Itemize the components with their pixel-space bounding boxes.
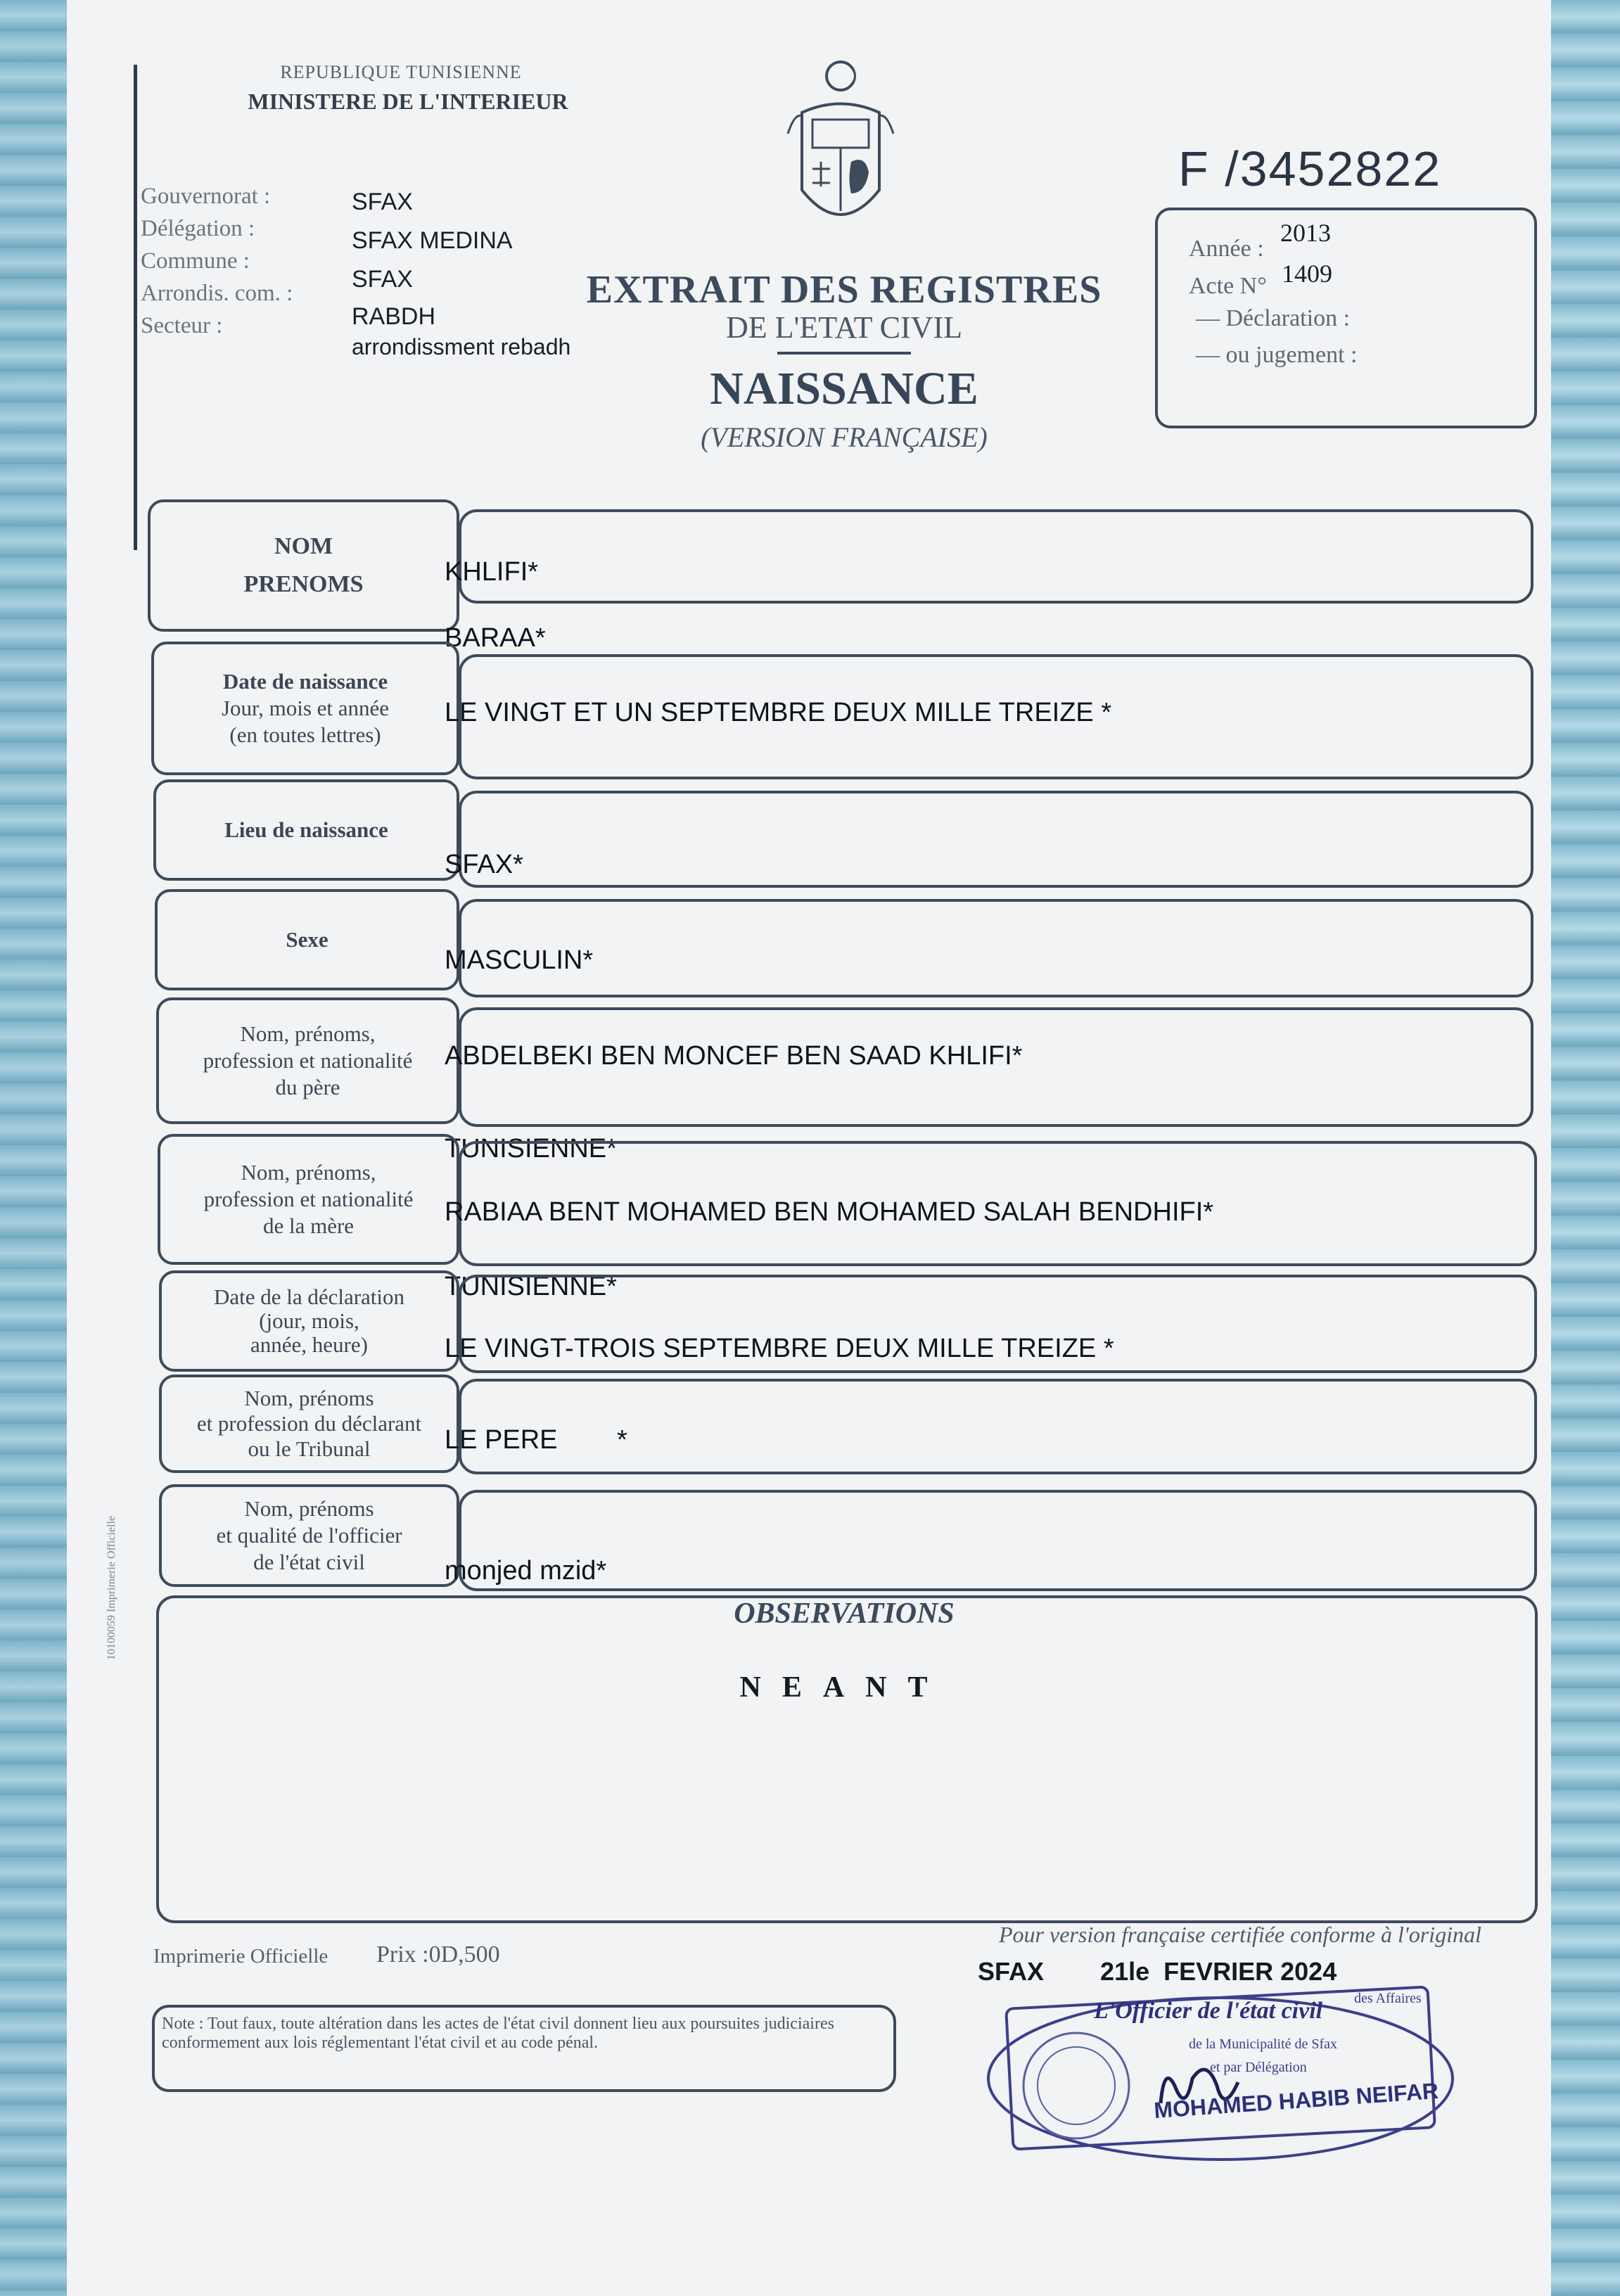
officier-field bbox=[459, 1490, 1537, 1591]
stamp-corner-text: des Affaires bbox=[1354, 1991, 1422, 2006]
declarant-value: LE PERE * bbox=[445, 1425, 627, 1455]
pere-label bbox=[156, 997, 459, 1124]
label-commune: Commune : bbox=[141, 248, 250, 274]
lieu-naissance-field bbox=[459, 791, 1533, 888]
label-arrondissement: Arrondis. com. : bbox=[141, 281, 293, 306]
observations-title: OBSERVATIONS bbox=[734, 1597, 955, 1630]
date-naissance-value: LE VINGT ET UN SEPTEMBRE DEUX MILLE TREIZE * bbox=[445, 698, 1112, 727]
mere-value: RABIAA BENT MOHAMED BEN MOHAMED SALAH BENDHIFI* bbox=[445, 1197, 1214, 1227]
admin-labels bbox=[141, 180, 293, 342]
decl-label-line1: Date de la déclaration bbox=[213, 1284, 405, 1309]
stamp-line1: de la Municipalité de Sfax bbox=[1189, 2036, 1338, 2052]
decl-label-line3: année, heure) bbox=[250, 1332, 368, 1357]
note-text: Note : Tout faux, toute altération dans les actes de l'état civil donnent lieu aux poursuites judiciaires conformement aux lois réglementant l'état civil et au code pénal. bbox=[162, 2015, 834, 2052]
annee-value: 2013 bbox=[1280, 219, 1331, 247]
date-naissance-label bbox=[151, 642, 459, 775]
nom-prenoms-label bbox=[148, 499, 459, 632]
value-commune: SFAX bbox=[352, 266, 413, 293]
document-subtitle: DE L'ETAT CIVIL bbox=[726, 310, 962, 345]
declarant-label-line1: Nom, prénoms bbox=[244, 1386, 374, 1410]
date-naissance-title: Date de naissance bbox=[222, 669, 388, 694]
imprimerie-label: Imprimerie Officielle bbox=[153, 1945, 329, 1967]
acte-label: Acte N° bbox=[1189, 273, 1267, 299]
declarant-label-line2: et profession du déclarant bbox=[196, 1411, 422, 1436]
jugement-label: — ou jugement : bbox=[1196, 342, 1358, 368]
sexe-value: MASCULIN* bbox=[445, 945, 594, 975]
sexe-label: Sexe bbox=[155, 889, 459, 990]
republic-heading: REPUBLIQUE TUNISIENNE bbox=[280, 62, 522, 82]
nom-value: KHLIFI* bbox=[445, 557, 539, 587]
lieu-date-text: SFAX 21le FEVRIER 2024 bbox=[978, 1957, 1337, 1986]
pere-value: ABDELBEKI BEN MONCEF BEN SAAD KHLIFI* bbox=[445, 1041, 1023, 1071]
officier-label bbox=[159, 1484, 459, 1587]
nom-prenoms-field bbox=[459, 509, 1533, 604]
document-type: NAISSANCE bbox=[710, 363, 978, 414]
value-secteur: arrondissment rebadh bbox=[352, 334, 571, 359]
officier-label-line3: de l'état civil bbox=[253, 1550, 365, 1574]
label-secteur: Secteur : bbox=[141, 313, 223, 338]
prenoms-label: PRENOMS bbox=[243, 571, 364, 597]
prix-label: Prix :0D,500 bbox=[376, 1941, 500, 1967]
prenoms-value: BARAA* bbox=[445, 623, 546, 653]
date-naissance-sub2: (en toutes lettres) bbox=[229, 722, 381, 747]
header-vertical-rule bbox=[134, 65, 137, 550]
mere-label-line2: profession et nationalité bbox=[203, 1187, 414, 1211]
declarant-label bbox=[159, 1375, 459, 1473]
admin-values bbox=[352, 183, 570, 359]
declarant-label-line3: ou le Tribunal bbox=[248, 1436, 371, 1461]
nom-label: NOM bbox=[274, 533, 333, 559]
decl-label-line2: (jour, mois, bbox=[259, 1308, 359, 1333]
serial-number: F /3452822 bbox=[1178, 141, 1442, 196]
stamp-name: MOHAMED HABIB NEIFAR bbox=[1153, 2077, 1440, 2124]
value-delegation: SFAX MEDINA bbox=[352, 227, 513, 254]
side-print-text: 10100059 Imprimerie Officielle bbox=[106, 1516, 117, 1660]
declaration-date-value: LE VINGT-TROIS SEPTEMBRE DEUX MILLE TREIZE * bbox=[445, 1334, 1114, 1363]
mere-label-line3: de la mère bbox=[262, 1213, 355, 1238]
mere-nationalite-value: TUNISIENNE* bbox=[445, 1272, 617, 1301]
acte-value: 1409 bbox=[1282, 260, 1332, 288]
officier-label-line2: et qualité de l'officier bbox=[216, 1523, 402, 1548]
value-gouvernorat: SFAX bbox=[352, 189, 413, 215]
label-delegation: Délégation : bbox=[141, 216, 255, 241]
certification-text: Pour version française certifiée conforme à l'original bbox=[999, 1922, 1481, 1947]
lieu-naissance-value: SFAX* bbox=[445, 850, 523, 879]
pere-label-line3: du père bbox=[275, 1075, 340, 1099]
lieu-naissance-label: Lieu de naissance bbox=[153, 779, 459, 881]
pere-label-line1: Nom, prénoms, bbox=[240, 1021, 376, 1046]
declaration-label: — Déclaration : bbox=[1196, 305, 1351, 331]
observations-box bbox=[156, 1595, 1538, 1923]
declaration-date-label bbox=[159, 1270, 459, 1372]
observations-text: NEANT bbox=[739, 1671, 949, 1704]
date-naissance-sub: Jour, mois et année bbox=[221, 696, 390, 720]
officier-value: monjed mzid* bbox=[445, 1556, 607, 1586]
ministry-heading: MINISTERE DE L'INTERIEUR bbox=[248, 89, 568, 114]
officier-label-line1: Nom, prénoms bbox=[244, 1496, 374, 1521]
document-title: EXTRAIT DES REGISTRES bbox=[586, 268, 1102, 312]
sexe-field bbox=[459, 899, 1533, 997]
coat-of-arms-icon bbox=[781, 56, 900, 253]
annee-label: Année : bbox=[1189, 236, 1264, 262]
pere-nationalite-value: TUNISIENNE* bbox=[445, 1134, 617, 1163]
stamp-line2: et par Délégation bbox=[1210, 2060, 1307, 2075]
decorative-border-right bbox=[1543, 0, 1620, 2296]
mere-label-line1: Nom, prénoms, bbox=[241, 1160, 376, 1185]
label-gouvernorat: Gouvernorat : bbox=[141, 184, 271, 209]
pere-label-line2: profession et nationalité bbox=[203, 1048, 413, 1073]
version-label: (VERSION FRANÇAISE) bbox=[701, 421, 988, 453]
stamp-title: L'Officier de l'état civil bbox=[1094, 1998, 1323, 2024]
value-arrondissement: RABDH bbox=[352, 303, 436, 330]
title-divider bbox=[777, 352, 911, 355]
mere-label bbox=[158, 1134, 459, 1265]
